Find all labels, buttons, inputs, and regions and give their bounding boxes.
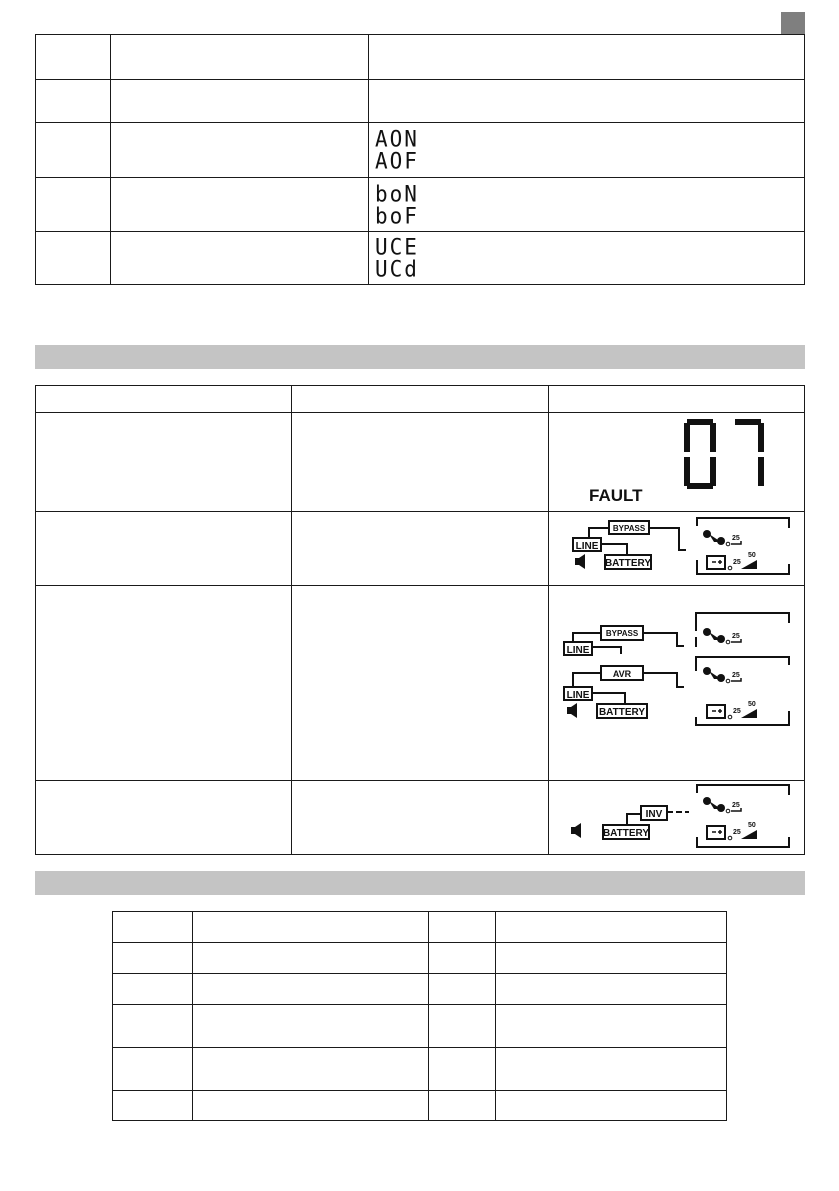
table-cell — [429, 943, 496, 974]
load-level-25: 25 — [732, 802, 740, 809]
table-cell — [496, 974, 727, 1005]
table-cell — [36, 586, 292, 781]
table-cell — [111, 80, 369, 123]
load-icon — [703, 797, 730, 813]
table-row — [36, 232, 805, 285]
table-cell — [111, 35, 369, 80]
table-header-row — [36, 386, 805, 413]
table-cell — [369, 80, 805, 123]
table-row — [36, 512, 805, 586]
lcd-code-cell — [369, 232, 805, 285]
table-row — [36, 35, 805, 80]
table-cell — [496, 912, 727, 943]
battery-line-path — [592, 693, 625, 704]
table-cell — [36, 781, 292, 855]
table-cell — [549, 386, 805, 413]
table-cell — [113, 1005, 193, 1048]
table-cell — [113, 912, 193, 943]
table-cell — [111, 123, 369, 178]
lcd-code-disable: UCd — [375, 256, 419, 282]
load-icon-upper — [703, 628, 730, 644]
table-header-row — [113, 912, 727, 943]
battery-line-path — [601, 544, 627, 555]
inverter-link-path — [627, 814, 641, 825]
line-label: LINE — [575, 541, 599, 552]
lcd-code-enable: UCE — [375, 234, 419, 260]
line-label-upper: LINE — [566, 645, 590, 656]
status-frame — [697, 518, 789, 574]
table-cell — [369, 35, 805, 80]
table-cell — [36, 178, 111, 232]
lcd-code-cell — [369, 123, 805, 178]
battery-dot — [728, 836, 732, 840]
table-row — [113, 943, 727, 974]
lcd-inverter-cell — [549, 781, 805, 855]
seven-segment-digit-0 — [684, 419, 716, 489]
battery-level-25: 25 — [733, 708, 741, 715]
load-icon — [703, 530, 730, 546]
table-cell — [292, 386, 549, 413]
table-cell — [193, 1048, 429, 1091]
fault-label: FAULT — [589, 486, 643, 505]
table-row — [113, 1005, 727, 1048]
table-cell — [496, 1091, 727, 1121]
battery-icon — [707, 826, 725, 839]
table-row — [36, 80, 805, 123]
fault-status-table — [35, 385, 805, 855]
table-cell — [292, 512, 549, 586]
battery-label: BATTERY — [598, 707, 646, 718]
lcd-code-off: AOF — [375, 148, 419, 174]
section-header-band — [35, 345, 805, 369]
table-cell — [193, 912, 429, 943]
table-row — [113, 1091, 727, 1121]
load-level-25: 25 — [732, 535, 740, 542]
battery-level-25: 25 — [733, 829, 741, 836]
table-cell — [193, 974, 429, 1005]
table-cell — [429, 974, 496, 1005]
battery-label: BATTERY — [602, 828, 650, 839]
lcd-bypass-display — [549, 512, 803, 580]
table-row — [36, 123, 805, 178]
speaker-icon — [571, 823, 581, 838]
table-cell — [429, 1005, 496, 1048]
line-label-lower: LINE — [566, 690, 590, 701]
battery-level-bar — [741, 560, 757, 569]
battery-dot — [728, 566, 732, 570]
table-cell — [36, 413, 292, 512]
status-frame-lower — [696, 657, 789, 725]
seven-segment-digit-7 — [735, 419, 764, 486]
lcd-inverter-display — [549, 781, 803, 849]
load-level-25-lower: 25 — [732, 672, 740, 679]
table-row — [113, 974, 727, 1005]
battery-level-bar — [741, 709, 757, 718]
table-cell — [292, 413, 549, 512]
lcd-code-cell — [369, 178, 805, 232]
table-cell — [193, 1091, 429, 1121]
lcd-fault-cell — [549, 413, 805, 512]
lcd-avr-cell — [549, 586, 805, 781]
battery-level-50: 50 — [748, 701, 756, 708]
status-frame — [697, 785, 789, 847]
inv-label: INV — [645, 809, 663, 820]
battery-icon — [707, 556, 725, 569]
battery-level-50: 50 — [748, 552, 756, 559]
table-cell — [292, 586, 549, 781]
battery-dot — [728, 715, 732, 719]
upper-drop-path — [592, 647, 621, 654]
lcd-fault-display — [549, 413, 803, 506]
table-cell — [113, 1048, 193, 1091]
avr-label: AVR — [612, 669, 632, 679]
load-level-25-upper: 25 — [732, 633, 740, 640]
fault-code-digits — [684, 419, 764, 496]
lcd-code-off: boF — [375, 202, 419, 229]
table-cell — [193, 1005, 429, 1048]
load-icon-lower — [703, 667, 730, 683]
table-cell — [36, 512, 292, 586]
bottom-table — [112, 911, 727, 1121]
lcd-avr-display — [549, 607, 803, 757]
lcd-bypass-cell — [549, 512, 805, 586]
table-cell — [113, 1091, 193, 1121]
speaker-icon — [575, 554, 585, 569]
bypass-label: BYPASS — [605, 629, 639, 638]
battery-icon — [707, 705, 725, 718]
fault-code-text: 07 — [724, 495, 726, 496]
battery-label: BATTERY — [604, 558, 652, 569]
table-cell — [496, 1048, 727, 1091]
table-row — [36, 781, 805, 855]
table-cell — [36, 386, 292, 413]
battery-level-bar — [741, 830, 757, 839]
table-row — [36, 586, 805, 781]
table-row — [36, 178, 805, 232]
table-cell — [111, 178, 369, 232]
table-cell — [193, 943, 429, 974]
table-row — [113, 1048, 727, 1091]
page-corner-tab — [781, 12, 805, 35]
table-cell — [496, 1005, 727, 1048]
table-cell — [292, 781, 549, 855]
battery-level-25: 25 — [733, 559, 741, 566]
section-header-band — [35, 871, 805, 895]
table-row — [36, 413, 805, 512]
table-cell — [36, 123, 111, 178]
table-cell — [113, 943, 193, 974]
table-cell — [111, 232, 369, 285]
table-cell — [113, 974, 193, 1005]
table-cell — [36, 35, 111, 80]
table-cell — [429, 1091, 496, 1121]
battery-level-50: 50 — [748, 822, 756, 829]
lcd-code-on: boN — [375, 180, 419, 207]
table-cell — [36, 80, 111, 123]
bypass-label: BYPASS — [612, 524, 646, 533]
speaker-icon — [567, 703, 577, 718]
settings-table — [35, 34, 805, 285]
table-cell — [496, 943, 727, 974]
lcd-code-on: AON — [375, 126, 419, 152]
table-cell — [429, 1048, 496, 1091]
table-cell — [36, 232, 111, 285]
table-cell — [429, 912, 496, 943]
